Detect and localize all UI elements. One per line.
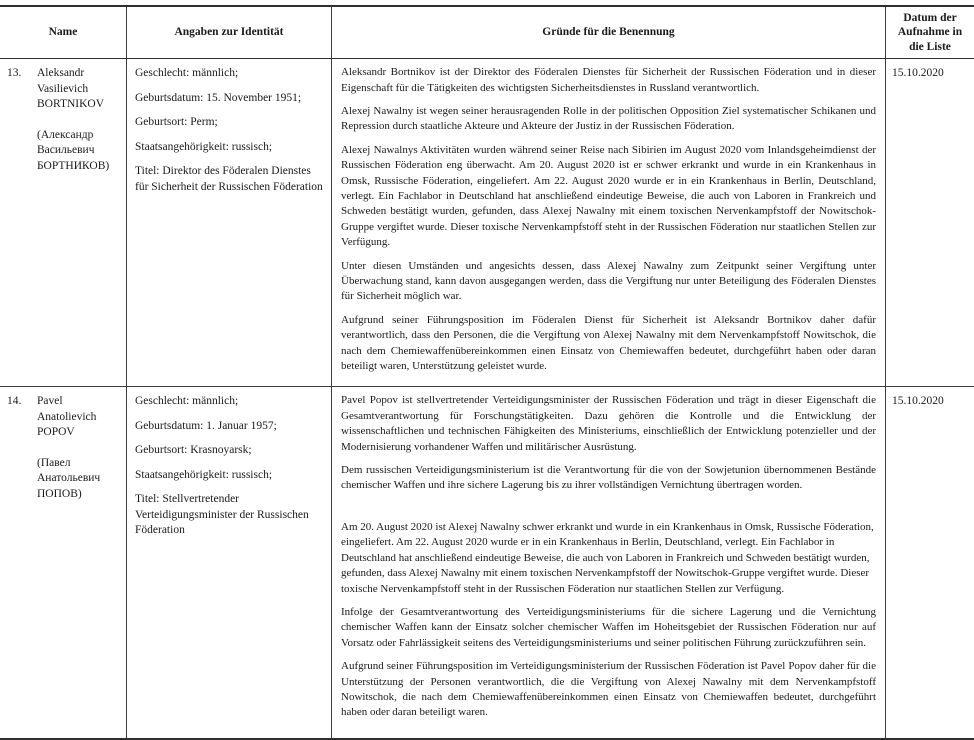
reasons-cell	[331, 387, 885, 738]
reason-paragraph: Aleksandr Bortnikov ist der Direktor des Föderalen Dienstes für Sicherheit der Russischen Föderation und in dieser Eigenschaft für die Tätigkeiten des wichtigsten Sicherheitsdienstes in Russland verantwortlich.	[341, 66, 876, 94]
table-header-row	[0, 7, 974, 59]
identity-item: Geschlecht: männlich;	[135, 395, 239, 408]
reason-paragraph: Unter diesen Umständen und angesichts dessen, dass Alexej Nawalny zum Zeitpunkt seiner Vergiftung unter Überwachung stand, kann davon ausgegangen werden, dass die Vergiftung nur unter Beteiligung des Föderalen Dienstes für Sicherheit möglich war.	[341, 259, 876, 303]
column-header-identity: Angaben zur Identität	[126, 7, 331, 58]
name-line: Pavel	[37, 395, 63, 408]
column-header-date: Datum der Aufnahme in die Liste	[885, 7, 974, 58]
identity-item: Titel: Direktor des Föderalen Dienstes für Sicherheit der Russischen Föderation	[135, 165, 323, 193]
identity-item: Staatsangehörigkeit: russisch;	[135, 468, 273, 481]
reason-paragraph: Infolge der Gesamtverantwortung des Verteidigungsministeriums für die sichere Lagerung und die Vernichtung chemischer Waffen kann der Einsatz solcher chemischer Waffen im Hoheitsgebiet der Russischen Föderation nur auf Vorsatz oder Fahrlässigkeit seitens des Verteidigungsministeriums und seiner politischen Führung zurückzuführen sein.	[341, 605, 876, 649]
name-cyrillic	[37, 456, 122, 503]
table-row	[0, 59, 974, 386]
sanctions-table	[0, 5, 974, 740]
name-line: Анатольевич	[37, 472, 101, 485]
name-cell	[0, 387, 126, 738]
identity-item: Titel: Stellvertretender Verteidigungsminister der Russischen Föderation	[135, 493, 309, 537]
identity-item: Geburtsort: Krasnoyarsk;	[135, 444, 252, 457]
name-line: Aleksandr	[37, 67, 85, 80]
reason-paragraph: Am 20. August 2020 ist Alexej Nawalny schwer erkrankt und wurde in ein Krankenhaus in Omsk, Russische Föderation, eingeliefert. Am 22. August 2020 wurde er in ein Krankenhaus in Berlin, Deutschland, verlegt. Ein Fachlabor in Deutschland hat anschließend eindeutige Beweise, die auch von Laboren in Frankreich und Schweden bestätigt wurden, gefunden, dass Alexej Nawalny mit einem toxischen Nervenkampfstoff der Nowitschok-Gruppe vergiftet wurde. Dieser toxische Nervenkampfstoff steht in der Russischen Föderation nur staatlichen Stellen zur Verfügung.	[341, 520, 874, 595]
name-latin	[37, 394, 96, 441]
identity-item: Geburtsdatum: 15. November 1951;	[135, 91, 302, 104]
entry-number: 14.	[7, 395, 22, 408]
identity-item: Geschlecht: männlich;	[135, 67, 239, 80]
reasons-cell	[331, 59, 885, 386]
name-cell	[0, 59, 126, 386]
column-header-reasons: Gründe für die Benennung	[331, 7, 885, 58]
reason-paragraph: Pavel Popov ist stellvertretender Verteidigungsminister der Russischen Föderation und trägt in dieser Eigenschaft die Gesamtverantwortung für Forschungstätigkeiten. Dazu gehören die Kontrolle und die Entwicklung der wissenschaftlichen und technischen Fähigkeiten des Ministeriums, einschließlich der Entwicklung potenzieller und der Modernisierung vorhandener Waffen und militärischer Ausrüstung.	[341, 394, 876, 453]
reason-paragraph: Aufgrund seiner Führungsposition im Verteidigungsministerium der Russischen Föderation ist Pavel Popov daher für die Unterstützung der Personen verantwortlich, die die Vergiftung von Alexej Nawalny mit dem Nervenkampfstoff Nowitschok, die nach dem Chemiewaffenübereinkommen einen Einsatz von Chemiewaffen bedeutet, durchgeführt haben oder daran beteiligt waren.	[341, 660, 876, 719]
name-line: (Павел	[37, 456, 71, 469]
name-cyrillic	[37, 128, 122, 175]
reason-paragraph: Aufgrund seiner Führungsposition im Föderalen Dienst für Sicherheit ist Aleksandr Bortnikov daher dafür verantwortlich, dass den Personen, die die Vergiftung von Alexej Nawalny mit dem Nervenkampfstoff Nowitschok, die nach dem Chemiewaffenübereinkommen einen Einsatz von Chemiewaffen bedeutet, durchgeführt haben oder daran beteiligt waren, Unterstützung geleistet wurde.	[341, 313, 876, 373]
date-cell	[885, 59, 974, 386]
reason-paragraph: Dem russischen Verteidigungsministerium ist die Verantwortung für die von der Sowjetunion übernommenen Bestände chemischer Waffen und ihre sichere Lagerung bis zu ihrer vollständigen Vernichtung übertragen worden.	[341, 464, 876, 492]
name-block	[7, 66, 122, 113]
entry-number: 13.	[7, 67, 22, 80]
identity-item: Geburtsdatum: 1. Januar 1957;	[135, 419, 277, 432]
table-row	[0, 386, 974, 738]
reason-paragraph: Alexej Nawalnys Aktivitäten wurden während seiner Reise nach Sibirien im August 2020 vom Inlandsgeheimdienst der Russischen Föderation eng überwacht. Am 20. August 2020 ist er schwer erkrankt und wurde in ein Krankenhaus in Omsk, Russische Föderation, eingeliefert. Am 22. August 2020 wurde er in ein Krankenhaus in Berlin, Deutschland, verlegt. Ein Fachlabor in Deutschland hat anschließend eindeutige Beweise, die auch von Laboren in Frankreich und Schweden bestätigt wurden, gefunden, dass Alexej Nawalny mit einem toxischen Nervenkampfstoff der Nowitschok-Gruppe vergiftet wurde. Dieser toxische Nervenkampfstoff steht in der Russischen Föderation nur staatlichen Stellen zur Verfügung.	[341, 143, 876, 249]
name-line: ПОПОВ)	[37, 487, 82, 500]
reason-paragraph: Alexej Nawalny ist wegen seiner herausragenden Rolle in der politischen Opposition Ziel systematischer Schikanen und Repression durch staatliche Akteure und Akteure der Justiz in der Russischen Föderation.	[341, 104, 876, 133]
name-line: (Александр	[37, 128, 94, 141]
identity-item: Staatsangehörigkeit: russisch;	[135, 140, 273, 153]
identity-item: Geburtsort: Perm;	[135, 116, 218, 129]
listing-date: 15.10.2020	[892, 395, 944, 408]
identity-cell	[126, 59, 331, 386]
date-cell	[885, 387, 974, 738]
name-line: БОРТНИКОВ)	[37, 159, 110, 172]
name-line: BORTNIKOV	[37, 98, 105, 111]
column-header-name: Name	[48, 26, 78, 39]
listing-date: 15.10.2020	[892, 67, 944, 80]
name-line: Vasilievich	[37, 82, 89, 95]
name-line: POPOV	[37, 426, 75, 439]
name-line: Васильевич	[37, 144, 95, 157]
name-line: Anatolievich	[37, 410, 97, 423]
identity-cell	[126, 387, 331, 738]
name-latin	[37, 66, 104, 113]
name-block	[7, 394, 122, 441]
